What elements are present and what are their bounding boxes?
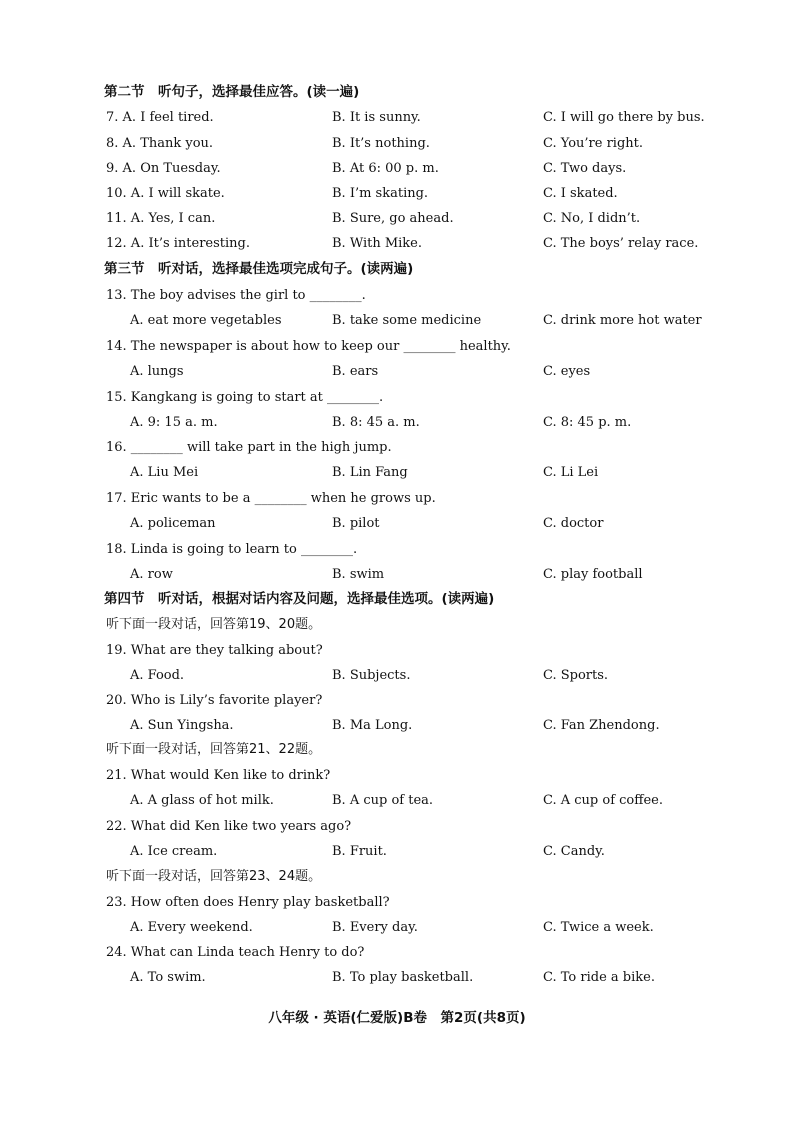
question-18-options — [0, 563, 794, 587]
q10-option-c: C. I skated. — [543, 186, 618, 201]
q13-stem: 13. The boy advises the girl to ________. — [106, 288, 366, 303]
q15-option-b: B. 8: 45 a. m. — [332, 415, 420, 430]
q11-option-a: 11. A. Yes, I can. — [106, 211, 216, 226]
question-15-options — [0, 411, 794, 435]
q13-option-c: C. drink more hot water — [543, 313, 702, 328]
question-9 — [0, 157, 794, 181]
question-13-options — [0, 309, 794, 333]
q21-option-b: B. A cup of tea. — [332, 793, 434, 808]
q15-option-c: C. 8: 45 p. m. — [543, 415, 632, 430]
q24-stem: 24. What can Linda teach Henry to do? — [106, 945, 365, 960]
q9-option-c: C. Two days. — [543, 161, 627, 176]
q16-stem: 16. ________ will take part in the high jump. — [106, 440, 392, 455]
q23-stem: 23. How often does Henry play basketball? — [106, 895, 390, 910]
question-20-options — [0, 714, 794, 738]
q18-option-a: A. row — [130, 567, 173, 582]
q12-option-b: B. With Mike. — [332, 236, 423, 251]
q10-option-a: 10. A. I will skate. — [106, 186, 225, 201]
q8-option-b: B. It’s nothing. — [332, 136, 430, 151]
question-23-stem — [0, 891, 794, 915]
q14-option-c: C. eyes — [543, 364, 591, 379]
question-7 — [0, 106, 794, 130]
q17-option-c: C. doctor — [543, 516, 604, 531]
question-17-options — [0, 512, 794, 536]
question-22-stem — [0, 815, 794, 839]
question-24-options — [0, 966, 794, 990]
q8-option-a: 8. A. Thank you. — [106, 136, 214, 151]
section-4-heading: 第四节 听对话，根据对话内容及问题，选择最佳选项。(读两遍) — [104, 591, 495, 607]
q24-option-b: B. To play basketball. — [332, 970, 474, 985]
q23-option-c: C. Twice a week. — [543, 920, 654, 935]
q14-stem: 14. The newspaper is about how to keep our ________ healthy. — [106, 339, 511, 354]
q22-option-c: C. Candy. — [543, 844, 605, 859]
question-24-stem — [0, 941, 794, 965]
question-15-stem — [0, 386, 794, 410]
q19-stem: 19. What are they talking about? — [106, 643, 323, 658]
q12-option-c: C. The boys’ relay race. — [543, 236, 699, 251]
q16-option-c: C. Li Lei — [543, 465, 599, 480]
question-21-stem — [0, 764, 794, 788]
q20-stem: 20. Who is Lily’s favorite player? — [106, 693, 323, 708]
q18-stem: 18. Linda is going to learn to ________. — [106, 542, 358, 557]
q22-option-b: B. Fruit. — [332, 844, 387, 859]
question-19-stem — [0, 639, 794, 663]
q9-option-a: 9. A. On Tuesday. — [106, 161, 221, 176]
q24-option-c: C. To ride a bike. — [543, 970, 655, 985]
q15-option-a: A. 9: 15 a. m. — [130, 415, 218, 430]
q13-option-a: A. eat more vegetables — [130, 313, 282, 328]
question-22-options — [0, 840, 794, 864]
q12-option-a: 12. A. It’s interesting. — [106, 236, 250, 251]
dialogue-note-23-24: 听下面一段对话，回答第23、24题。 — [106, 869, 322, 884]
question-8 — [0, 132, 794, 156]
q16-option-b: B. Lin Fang — [332, 465, 408, 480]
q24-option-a: A. To swim. — [130, 970, 206, 985]
question-16-stem — [0, 436, 794, 460]
question-14-options — [0, 360, 794, 384]
q17-option-b: B. pilot — [332, 516, 380, 531]
question-20-stem — [0, 689, 794, 713]
q7-option-a: 7. A. I feel tired. — [106, 110, 214, 125]
q18-option-c: C. play football — [543, 567, 643, 582]
q8-option-c: C. You’re right. — [543, 136, 643, 151]
q15-stem: 15. Kangkang is going to start at ________. — [106, 390, 384, 405]
section-3-heading: 第三节 听对话，选择最佳选项完成句子。(读两遍) — [104, 261, 414, 277]
q22-stem: 22. What did Ken like two years ago? — [106, 819, 352, 834]
q7-option-b: B. It is sunny. — [332, 110, 421, 125]
section-2-heading: 第二节 听句子，选择最佳应答。(读一遍) — [104, 84, 360, 100]
q7-option-c: C. I will go there by bus. — [543, 110, 705, 125]
q21-stem: 21. What would Ken like to drink? — [106, 768, 331, 783]
q20-option-a: A. Sun Yingsha. — [130, 718, 234, 733]
question-23-options — [0, 916, 794, 940]
question-17-stem — [0, 487, 794, 511]
question-14-stem — [0, 335, 794, 359]
q18-option-b: B. swim — [332, 567, 385, 582]
q19-option-b: B. Subjects. — [332, 668, 411, 683]
q17-stem: 17. Eric wants to be a ________ when he grows up. — [106, 491, 436, 506]
question-13-stem — [0, 284, 794, 308]
q10-option-b: B. I’m skating. — [332, 186, 429, 201]
q14-option-b: B. ears — [332, 364, 379, 379]
q21-option-c: C. A cup of coffee. — [543, 793, 664, 808]
q16-option-a: A. Liu Mei — [130, 465, 199, 480]
q17-option-a: A. policeman — [130, 516, 216, 531]
q23-option-b: B. Every day. — [332, 920, 418, 935]
q9-option-b: B. At 6: 00 p. m. — [332, 161, 439, 176]
q11-option-c: C. No, I didn’t. — [543, 211, 641, 226]
q21-option-a: A. A glass of hot milk. — [130, 793, 274, 808]
question-18-stem — [0, 538, 794, 562]
q19-option-a: A. Food. — [130, 668, 185, 683]
question-16-options — [0, 461, 794, 485]
q11-option-b: B. Sure, go ahead. — [332, 211, 454, 226]
q14-option-a: A. lungs — [130, 364, 184, 379]
q22-option-a: A. Ice cream. — [130, 844, 218, 859]
q20-option-c: C. Fan Zhendong. — [543, 718, 660, 733]
question-11 — [0, 207, 794, 231]
dialogue-note-19-20: 听下面一段对话，回答第19、20题。 — [106, 617, 322, 632]
page-footer: 八年级 · 英语(仁爱版)B卷 第2页(共8页) — [268, 1010, 526, 1026]
dialogue-note-21-22: 听下面一段对话，回答第21、22题。 — [106, 742, 322, 757]
question-12 — [0, 232, 794, 256]
question-10 — [0, 182, 794, 206]
q13-option-b: B. take some medicine — [332, 313, 482, 328]
q20-option-b: B. Ma Long. — [332, 718, 413, 733]
question-19-options — [0, 664, 794, 688]
q19-option-c: C. Sports. — [543, 668, 609, 683]
question-21-options — [0, 789, 794, 813]
q23-option-a: A. Every weekend. — [130, 920, 253, 935]
